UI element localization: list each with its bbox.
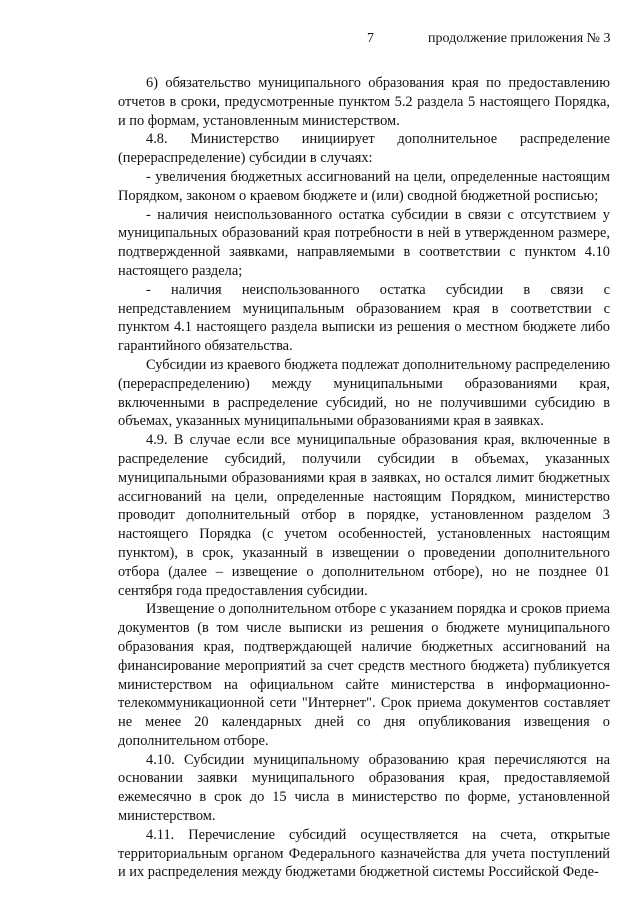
page-number: 7 <box>367 31 374 46</box>
continuation-note: продолжение приложения № 3 <box>428 31 611 46</box>
paragraph: - наличия неиспользованного остатка субсидии в связи с отсутствием у муниципальных образований края потребности в ней в утвержденном размере, подтвержденной заявками, направляемыми в соответствии с пунктом 4.10 настоящего раздела; <box>118 206 610 279</box>
paragraph: Извещение о дополнительном отборе с указанием порядка и сроков приема документов (в том числе выписки из решения о бюджете муниципального образования края, подтверждающей наличие бюджетных ассигнований на финансирование мероприятий за счет средств местного бюджета) публикуется министерством на официальном сайте министерства в информационно-телекоммуникационной сети "Интернет". Срок приема документов составляет не менее 20 календарных дней со дня опубликования извещения о дополнительном отборе. <box>118 601 610 749</box>
document-body <box>118 74 610 882</box>
paragraph: - увеличения бюджетных ассигнований на цели, определенные настоящим Порядком, законом о краевом бюджете и (или) сводной бюджетной росписью; <box>118 168 610 204</box>
paragraph: 6) обязательство муниципального образования края по предоставлению отчетов в сроки, предусмотренные пунктом 5.2 раздела 5 настоящего Порядка, и по формам, установленным министерством. <box>118 75 610 129</box>
paragraph: Субсидии из краевого бюджета подлежат дополнительному распределению (перераспределению) между муниципальными образованиями края, включенными в распределение субсидий, но не получившими субсидию в объемах, указанных муниципальными образованиями края в заявках. <box>118 356 610 430</box>
paragraph: 4.8. Министерство инициирует дополнительное распределение (перераспределение) субсидии в случаях: <box>118 131 610 167</box>
paragraph: - наличия неиспользованного остатка субсидии в связи с непредставлением муниципальным образованием края в соответствии с пунктом 4.1 настоящего раздела выписки из решения о местном бюджете либо гарантийного обязательства. <box>118 281 610 355</box>
paragraph: 4.11. Перечисление субсидий осуществляется на счета, открытые территориальным органом Федерального казначейства для учета поступлений и их распределения между бюджетами бюджетной системы Российской Феде- <box>118 826 610 881</box>
paragraph: 4.9. В случае если все муниципальные образования края, включенные в распределение субсидий, получили субсидии в объемах, указанных муниципальными образованиями края в заявках, но остался лимит бюджетных ассигнований на цели, определенные настоящим Порядком, министерство проводит дополнительный отбор в порядке, установленном разделом 3 настоящего Порядка (с учетом особенностей, установленных настоящим пунктом), в срок, указанный в извещении о проведении дополнительного отбора (далее – извещение о дополнительном отборе), но не позднее 01 сентября года предоставления субсидии. <box>118 432 610 599</box>
paragraph: 4.10. Субсидии муниципальному образованию края перечисляются на основании заявки муниципального образования края, предоставляемой ежемесячно в срок до 15 числа в министерство по форме, установленной министерством. <box>118 751 610 825</box>
